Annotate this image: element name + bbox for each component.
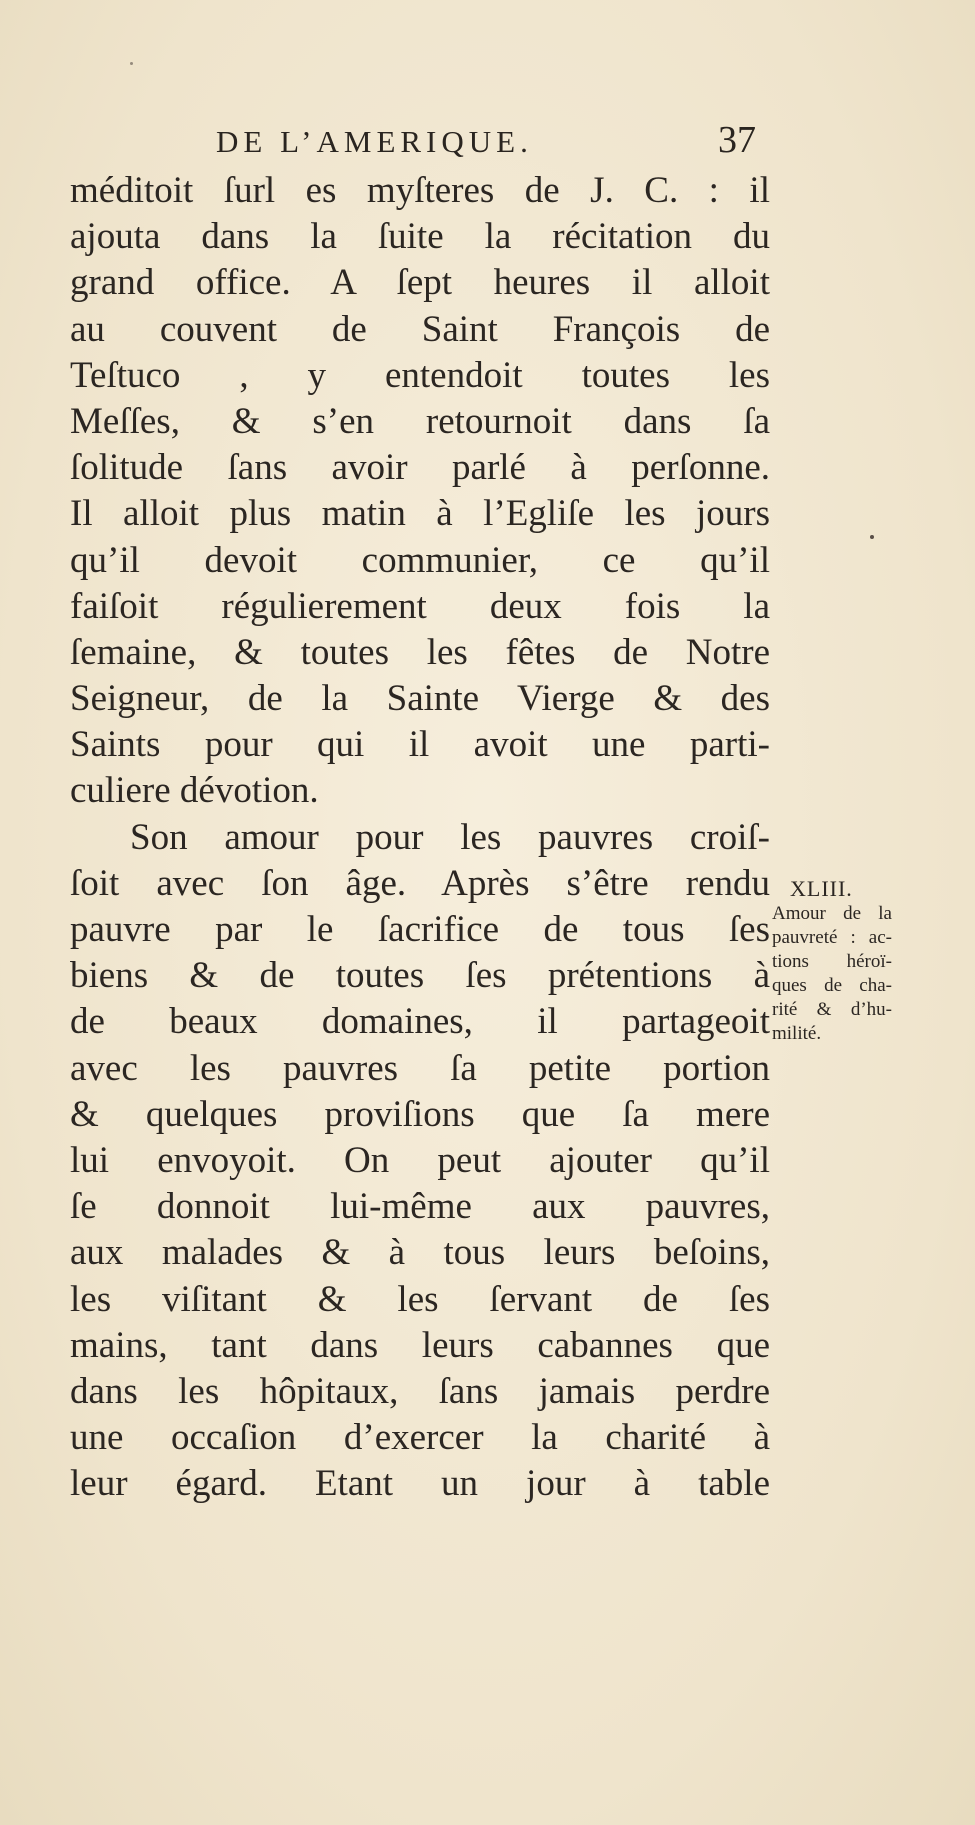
paper-speck — [130, 62, 133, 65]
text-line: Teſtuco , y entendoit toutes les — [70, 354, 770, 396]
text-line: avec les pauvres ſa petite portion — [70, 1047, 770, 1089]
paragraph-start-line: Son amour pour les pauvres croiſ- — [130, 816, 770, 858]
margin-note-line: Amour de la — [772, 903, 892, 924]
text-line: ſolitude ſans avoir parlé à perſonne. — [70, 447, 770, 489]
text-line: Il alloit plus matin à l’Egliſe les jours — [70, 493, 770, 535]
margin-note-line: tions héroï- — [772, 951, 892, 972]
text-line: Meſſes, & s’en retournoit dans ſa — [70, 400, 770, 442]
running-head — [216, 118, 756, 166]
text-line: les viſitant & les ſervant de ſes — [70, 1278, 770, 1320]
text-line: grand office. A ſept heures il alloit — [70, 262, 770, 304]
text-line: qu’il devoit communier, ce qu’il — [70, 539, 770, 581]
text-line: ajouta dans la ſuite la récitation du — [70, 216, 770, 258]
margin-note-line: rité & d’hu- — [772, 999, 892, 1020]
text-line: culiere dévotion. — [70, 770, 319, 812]
margin-note-line: ques de cha- — [772, 975, 892, 996]
text-line: lui envoyoit. On peut ajouter qu’il — [70, 1139, 770, 1181]
text-line: biens & de toutes ſes prétentions à — [70, 955, 770, 997]
text-line: ſe donnoit lui-même aux pauvres, — [70, 1186, 770, 1228]
text-line: pauvre par le ſacrifice de tous ſes — [70, 909, 770, 950]
text-line: de beaux domaines, il partageoit — [70, 1001, 770, 1043]
margin-note — [772, 876, 892, 1046]
text-line: leur égard. Etant un jour à table — [70, 1463, 770, 1505]
text-line: & quelques proviſions que ſa mere — [70, 1093, 770, 1135]
text-line: aux malades & à tous leurs beſoins, — [70, 1232, 770, 1274]
text-line: ſoit avec ſon âge. Après s’être rendu — [70, 862, 770, 904]
text-line: Saints pour qui il avoit une parti- — [70, 724, 770, 766]
text-line: Seigneur, de la Sainte Vierge & des — [70, 678, 770, 720]
text-line: ſemaine, & toutes les fêtes de Notre — [70, 631, 770, 673]
margin-note-line: milité. — [772, 1023, 822, 1044]
margin-note-number: XLIII. — [790, 876, 853, 901]
text-line: une occaſion d’exercer la charité à — [70, 1417, 770, 1459]
margin-note-line: pauvreté : ac- — [772, 927, 892, 948]
running-head-title: DE L’AMERIQUE. — [216, 124, 533, 159]
text-line: méditoit ſurl es myſteres de J. C. : il — [70, 170, 770, 211]
paper-speck — [870, 535, 874, 539]
text-line: faiſoit régulierement deux fois la — [70, 585, 770, 627]
body-text — [70, 168, 770, 1507]
page-number: 37 — [718, 119, 756, 161]
text-line: dans les hôpitaux, ſans jamais perdre — [70, 1370, 770, 1412]
text-line: au couvent de Saint François de — [70, 308, 770, 350]
text-line: mains, tant dans leurs cabannes que — [70, 1324, 770, 1366]
